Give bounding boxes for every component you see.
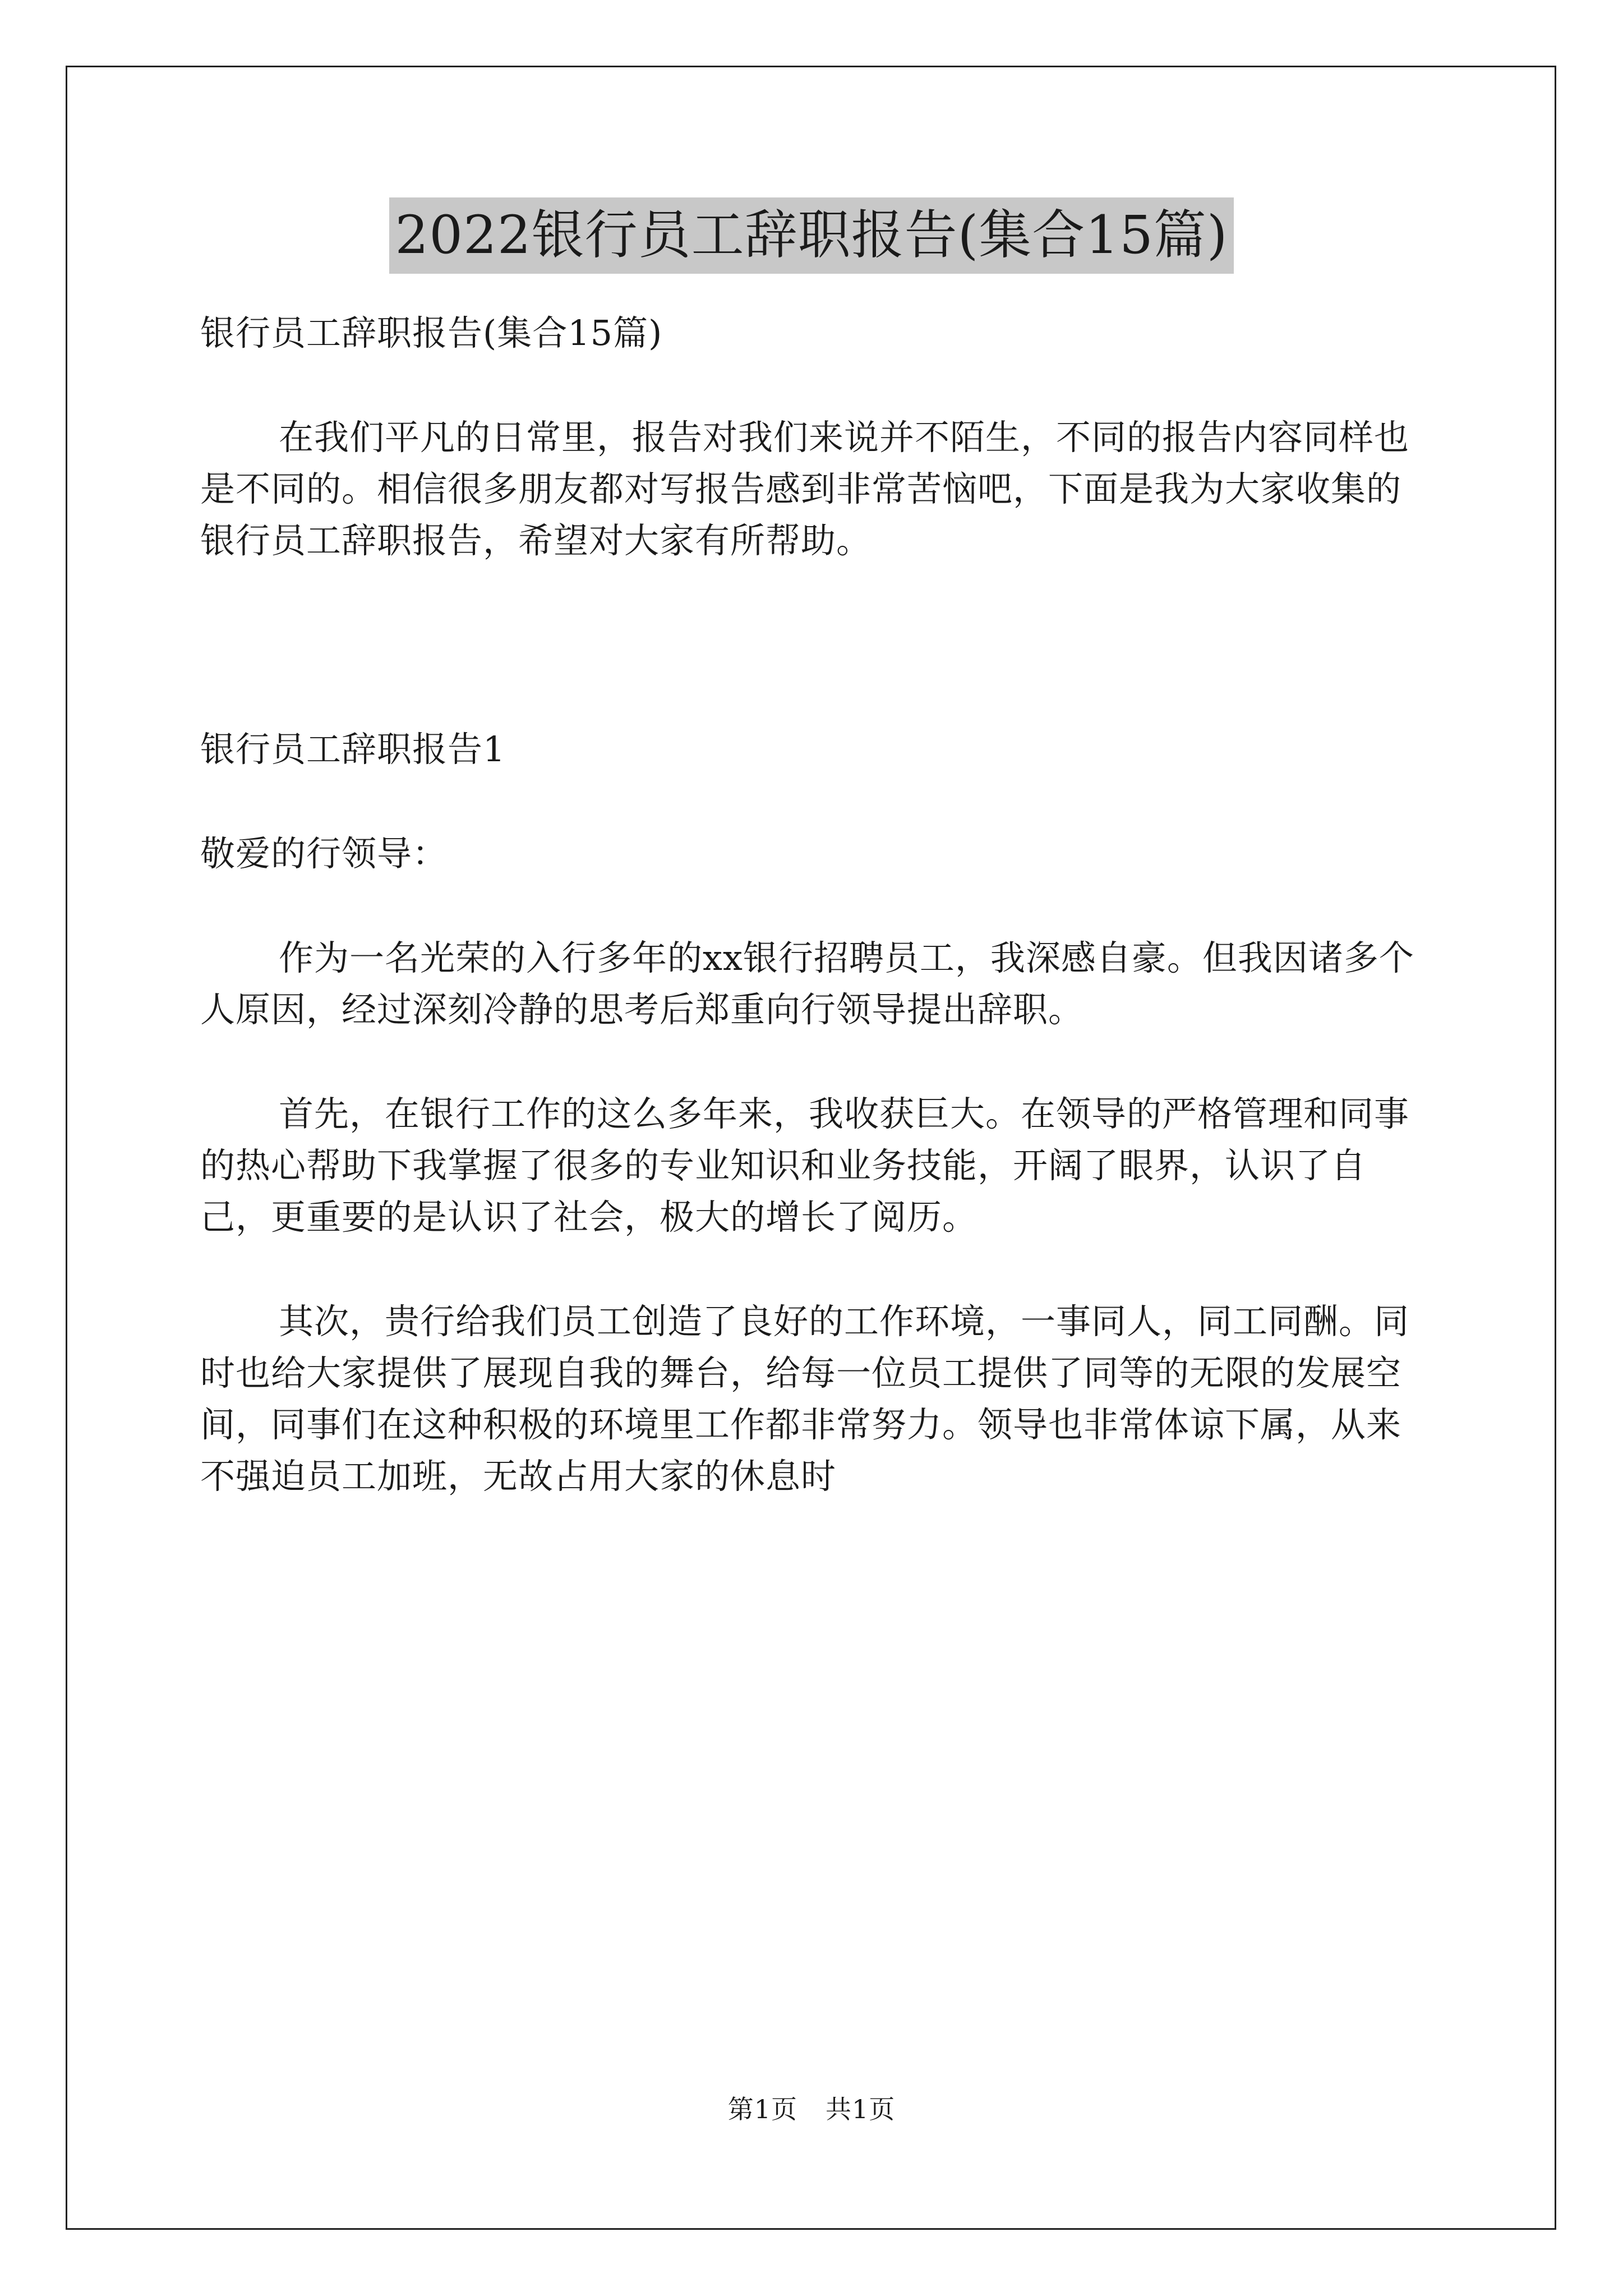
document-subtitle: 银行员工辞职报告(集合15篇) — [200, 312, 663, 353]
salutation: 敬爱的行领导： — [200, 833, 448, 874]
page-footer — [0, 2092, 1623, 2126]
body-paragraph: 作为一名光荣的入行多年的xx银行招聘员工，我深感自豪。但我因诸多个人原因，经过深刻冷静的思考后郑重向行领导提出辞职。 — [200, 937, 1414, 1030]
section-heading: 银行员工辞职报告1 — [200, 729, 506, 770]
page-number: 第1页 — [727, 2094, 797, 2124]
body-paragraph: 其次，贵行给我们员工创造了良好的工作环境，一事同人，同工同酬。同时也给大家提供了展现自我的舞台，给每一位员工提供了同等的无限的发展空间，同事们在这种积极的环境里工作都非常努力。领导也非常体谅下属，从来不强迫员工加班，无故占用大家的休息时 — [200, 1301, 1410, 1497]
document-title: 2022银行员工辞职报告(集合15篇) — [389, 197, 1233, 274]
title-container — [0, 197, 1623, 274]
document-body — [200, 307, 1435, 1555]
page-total: 共1页 — [826, 2094, 896, 2124]
intro-paragraph: 在我们平凡的日常里，报告对我们来说并不陌生，不同的报告内容同样也是不同的。相信很多朋友都对写报告感到非常苦恼吧，下面是我为大家收集的银行员工辞职报告，希望对大家有所帮助。 — [200, 417, 1410, 561]
body-paragraph: 首先，在银行工作的这么多年来，我收获巨大。在领导的严格管理和同事的热心帮助下我掌握了很多的专业知识和业务技能，开阔了眼界，认识了自己，更重要的是认识了社会，极大的增长了阅历。 — [200, 1093, 1410, 1237]
